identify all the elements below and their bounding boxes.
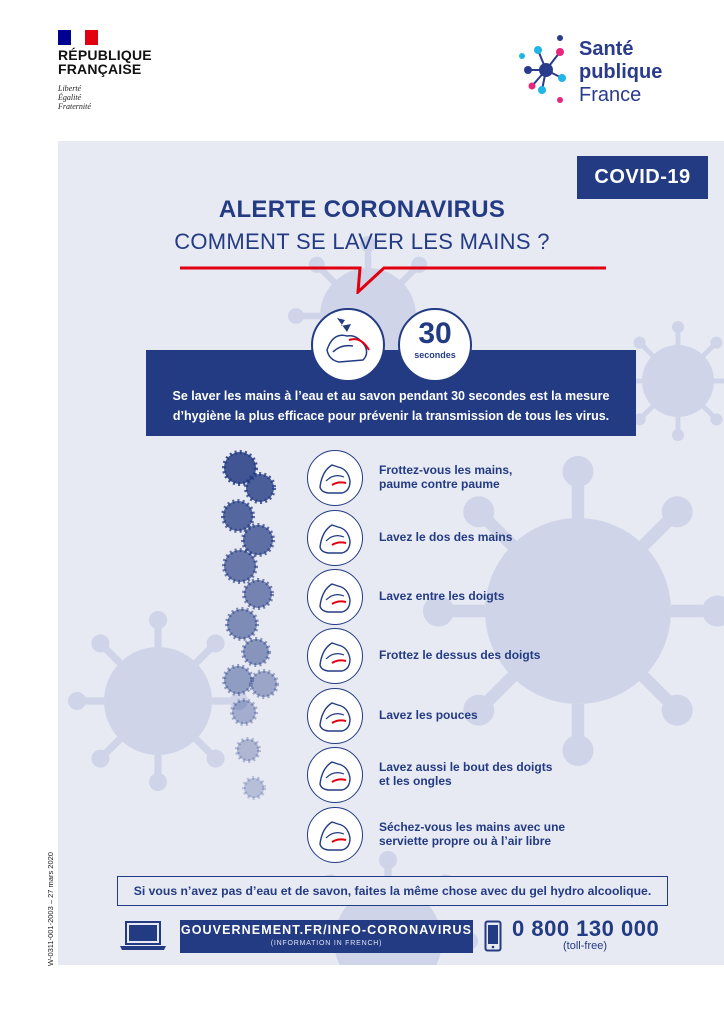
sp-line-1: Santé <box>579 38 634 60</box>
seconds-label: secondes <box>414 350 456 360</box>
virus-dot <box>224 550 256 582</box>
virus-dot <box>243 525 273 555</box>
info-url-note: (INFORMATION IN FRENCH) <box>270 940 383 947</box>
sp-line-2: publique <box>579 61 663 83</box>
virus-dot <box>244 580 272 608</box>
intro-text <box>146 386 636 426</box>
step-4-hands-icon <box>307 628 363 684</box>
step-2-hands-icon <box>307 510 363 566</box>
step-3-text <box>379 589 504 603</box>
step-6-line-1: Lavez aussi le bout des doigts <box>379 760 553 774</box>
step-7-line-2: serviette propre ou à l’air libre <box>379 834 552 848</box>
step-1-line-1: Frottez-vous les mains, <box>379 463 513 477</box>
intro-line-1: Se laver les mains à l’eau et au savon pendant 30 secondes est la mesure <box>172 389 610 403</box>
motto-fraternite: Fraternité <box>58 102 91 111</box>
washing-hands-icon <box>311 308 385 382</box>
intro-line-2: d’hygiène la plus efficace pour prévenir la transmission de tous les virus. <box>172 409 610 423</box>
virus-dot <box>227 609 257 639</box>
sante-publique-wordmark <box>579 38 662 107</box>
virus-dot <box>224 666 252 694</box>
smartphone-icon <box>484 920 502 952</box>
motto-egalite: Égalité <box>58 93 82 102</box>
step-3-hands-icon <box>307 569 363 625</box>
step-6-text <box>379 760 552 788</box>
step-3-line-1: Lavez entre les doigts <box>379 589 505 603</box>
step-7-line-1: Séchez-vous les mains avec une <box>379 820 566 834</box>
info-url[interactable]: GOUVERNEMENT.FR/INFO-CORONAVIRUS <box>180 923 473 937</box>
republic-title <box>58 48 152 76</box>
step-6-hands-icon <box>307 747 363 803</box>
document-reference: W-0311-001-2003 – 27 mars 2020 <box>46 852 55 966</box>
republic-line-1: RÉPUBLIQUE <box>58 47 152 63</box>
step-6-line-2: et les ongles <box>379 774 452 788</box>
virus-dot <box>246 474 274 502</box>
seconds-value: 30 <box>418 317 452 350</box>
republic-motto <box>58 84 91 111</box>
virus-dot <box>243 639 269 665</box>
covid-badge: COVID-19 <box>577 156 708 199</box>
step-5-text <box>379 708 478 722</box>
step-7-text <box>379 820 565 848</box>
network-logo-icon <box>516 30 576 110</box>
step-2-text <box>379 530 512 544</box>
step-4-line-1: Frottez le dessus des doigts <box>379 648 541 662</box>
step-2-line-1: Lavez le dos des mains <box>379 530 513 544</box>
subtitle: COMMENT SE LAVER LES MAINS ? <box>174 229 550 254</box>
alert-title: ALERTE CORONAVIRUS <box>218 196 506 223</box>
flag-icon <box>58 30 98 45</box>
step-7-hands-icon <box>307 807 363 863</box>
laptop-icon <box>118 920 168 952</box>
virus-dot <box>232 700 256 724</box>
sp-line-3: France <box>579 84 642 106</box>
step-1-line-2: paume contre paume <box>379 477 500 491</box>
virus-dot <box>251 671 277 697</box>
gel-note: Si vous n’avez pas d’eau et de savon, faites la même chose avec du gel hydro alcoolique. <box>133 884 652 898</box>
virus-dot <box>244 778 264 798</box>
virus-dot <box>237 739 259 761</box>
step-5-line-1: Lavez les pouces <box>379 708 478 722</box>
toll-free-label: (toll-free) <box>563 940 608 952</box>
phone-number[interactable]: 0 800 130 000 <box>512 916 660 941</box>
motto-liberte: Liberté <box>58 84 82 93</box>
virus-column-icon <box>210 448 300 838</box>
speech-bubble-line <box>178 260 608 294</box>
step-1-hands-icon <box>307 450 363 506</box>
republic-line-2: FRANÇAISE <box>58 61 142 77</box>
step-5-hands-icon <box>307 688 363 744</box>
step-4-text <box>379 648 540 662</box>
step-1-text <box>379 463 512 491</box>
